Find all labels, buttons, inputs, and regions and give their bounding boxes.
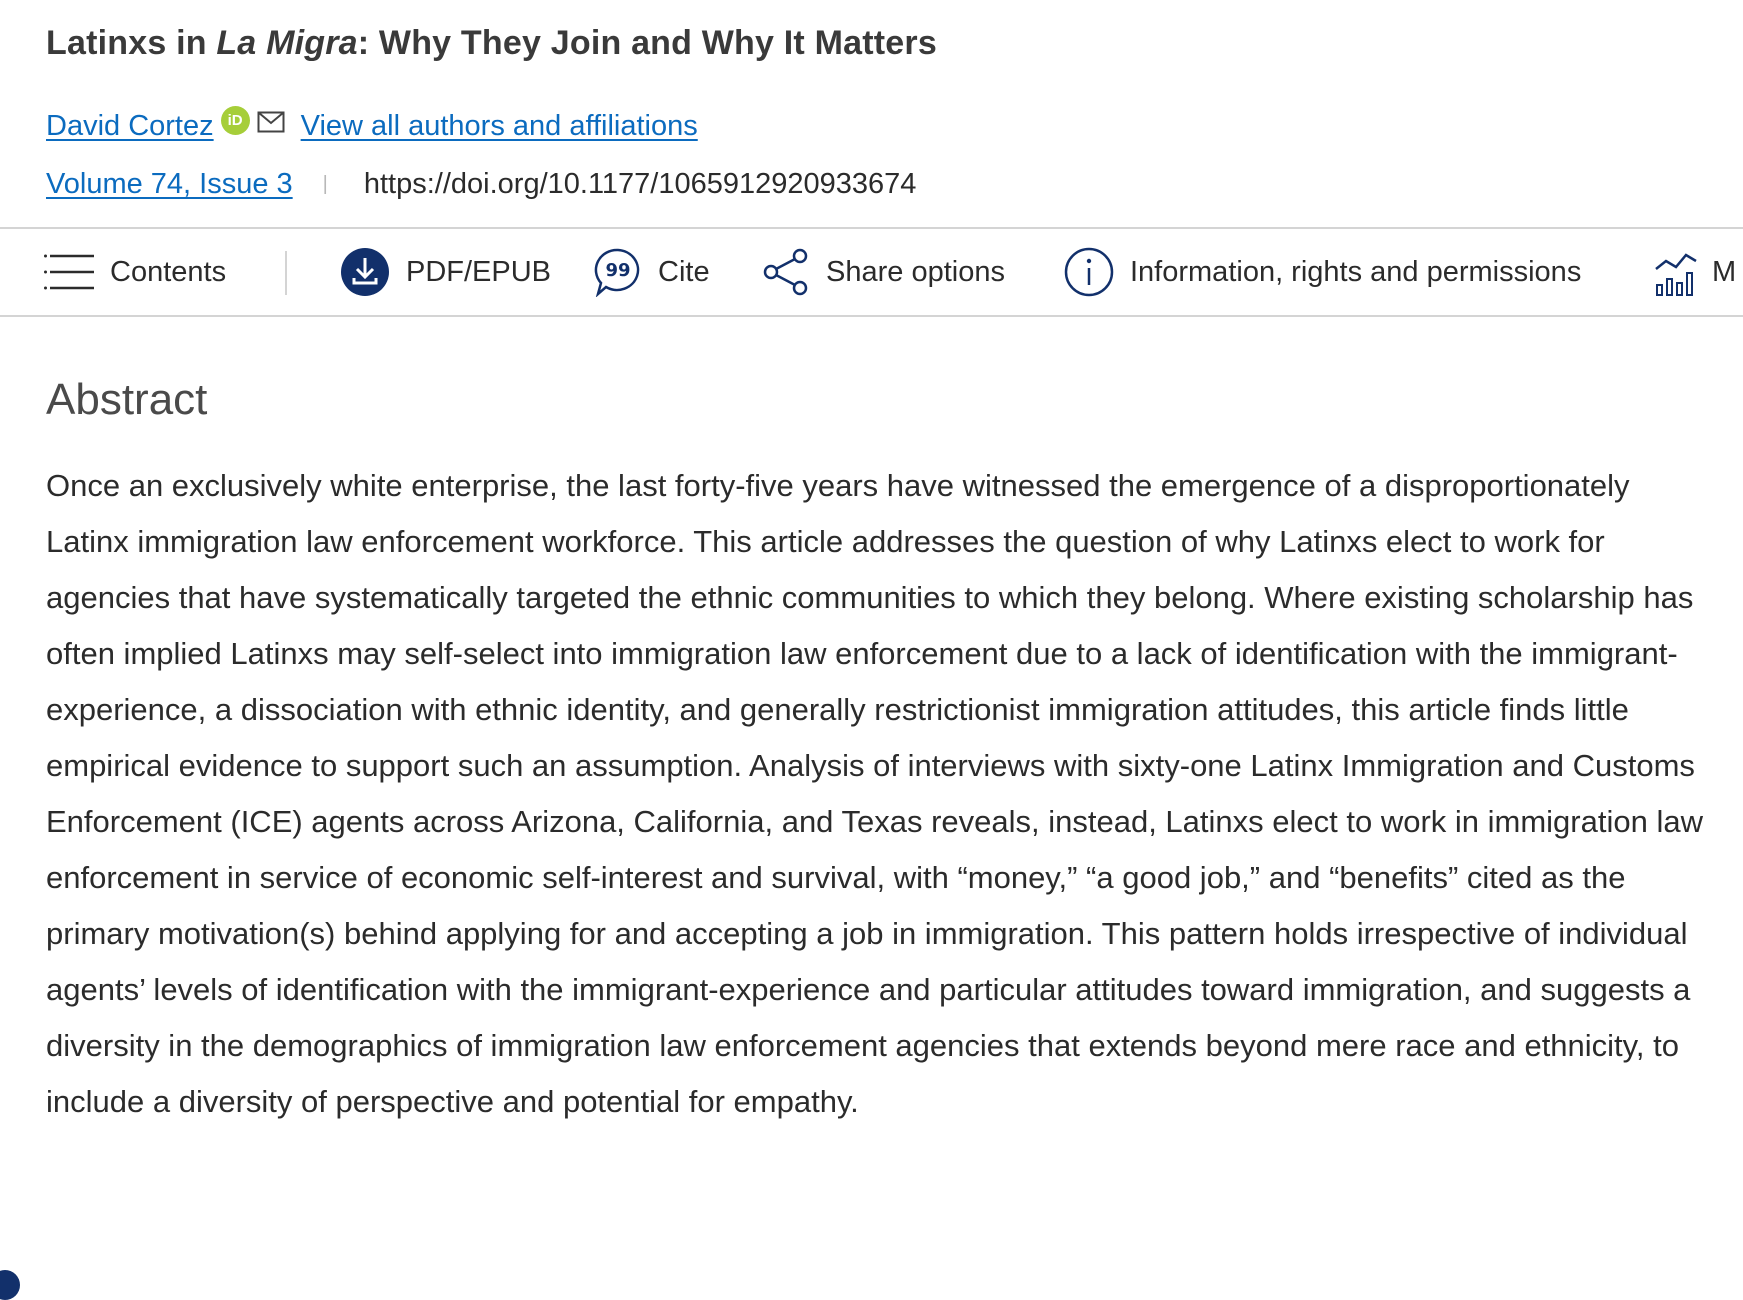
- download-icon: [340, 247, 390, 297]
- pdf-epub-label: PDF/EPUB: [406, 255, 552, 288]
- metrics-button[interactable]: [1654, 229, 1736, 315]
- title-italic: La Migra: [216, 24, 358, 62]
- menu-icon: [44, 251, 96, 293]
- share-options-label: Share options: [826, 255, 1005, 288]
- pdf-epub-button[interactable]: [340, 229, 551, 315]
- author-line: [46, 110, 698, 143]
- toolbar-divider: [285, 251, 287, 295]
- orcid-icon[interactable]: iD: [221, 106, 250, 135]
- information-rights-button[interactable]: [1064, 229, 1581, 315]
- contents-label: Contents: [110, 255, 227, 288]
- corner-circle-icon: [0, 1270, 20, 1300]
- meta-separator: |: [322, 173, 328, 195]
- abstract-heading: Abstract: [46, 375, 208, 424]
- metrics-icon: [1654, 247, 1700, 297]
- article-toolbar: [0, 227, 1743, 317]
- title-part2: : Why They Join and Why It Matters: [357, 24, 937, 62]
- information-rights-label: Information, rights and permissions: [1130, 255, 1582, 288]
- svg-text:99: 99: [605, 260, 631, 281]
- volume-issue-link[interactable]: Volume 74, Issue 3: [46, 168, 293, 200]
- doi-text: https://doi.org/10.1177/1065912920933674: [363, 168, 917, 200]
- mail-icon[interactable]: [257, 108, 285, 141]
- cite-button[interactable]: [594, 229, 710, 315]
- info-icon: [1064, 247, 1114, 297]
- contents-button[interactable]: [44, 229, 226, 315]
- share-icon: [762, 247, 812, 297]
- view-all-authors-link[interactable]: View all authors and affiliations: [300, 110, 698, 142]
- article-meta: [46, 168, 916, 201]
- title-part1: Latinxs in: [46, 24, 217, 62]
- share-options-button[interactable]: [762, 229, 1005, 315]
- article-title: [46, 24, 937, 63]
- cite-label: Cite: [658, 255, 710, 288]
- metrics-label: M: [1712, 255, 1737, 288]
- author-link[interactable]: David Cortez: [46, 110, 214, 142]
- abstract-text: Once an exclusively white enterprise, the last forty-five years have witnessed the emergence of a disproportionately Latinx immigration law enforcement workforce. This article addresses the question of why Latinxs elect to work for agencies that have systematically targeted the ethnic communities to which they belong. Where existing scholarship has often implied Latinxs may self-select into immigration law enforcement due to a lack of identification with the immigrant-experience, a dissociation with ethnic identity, and generally restrictionist immigration attitudes, this article finds little empirical evidence to support such an assumption. Analysis of interviews with sixty-one Latinx Immigration and Customs Enforcement (ICE) agents across Arizona, California, and Texas reveals, instead, Latinxs elect to work in immigration law enforcement in service of economic self-interest and survival, with “money,” “a good job,” and “benefits” cited as the primary motivation(s) behind applying for and accepting a job in immigration. This pattern holds irrespective of individual agents’ levels of identification with the immigrant-experience and particular attitudes toward immigration, and suggests a diversity in the demographics of immigration law enforcement agencies that extends beyond mere race and ethnicity, to include a diversity of perspective and potential for empathy.: [46, 468, 1703, 1119]
- quote-icon: [594, 247, 642, 297]
